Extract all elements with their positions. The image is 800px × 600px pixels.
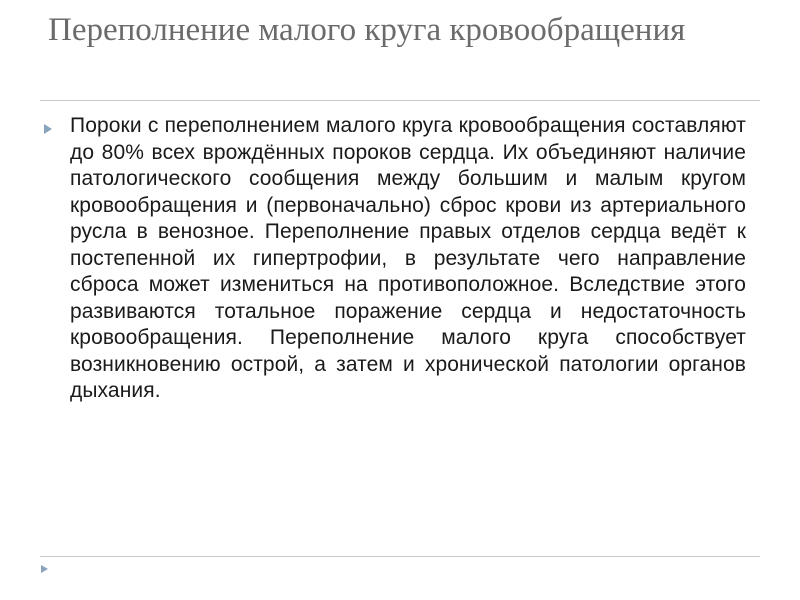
title-divider <box>40 100 760 101</box>
triangle-bullet-icon <box>44 124 52 134</box>
bullet-text: Пороки с переполнением малого круга кровообращения составляют до 80% всех врождённых пороков сердца. Их объединяют наличие патологического сообщения между большим и малым кругом кровообращения и (первоначально) сброс крови из артериального русла в венозное. Переполнение правых отделов сердца ведёт к постепенной их гипертрофии, в результате чего направление сброса может измениться на противоположное. Вследствие этого развиваются тотальное поражение сердца и недостаточность кровообращения. Переполнение малого круга способствует возникновению острой, а затем и хронической патологии органов дыхания. <box>70 114 746 402</box>
slide-title: Переполнение малого круга кровообращения <box>48 12 686 48</box>
footer-triangle-icon <box>41 565 48 573</box>
footer-divider <box>40 556 760 557</box>
